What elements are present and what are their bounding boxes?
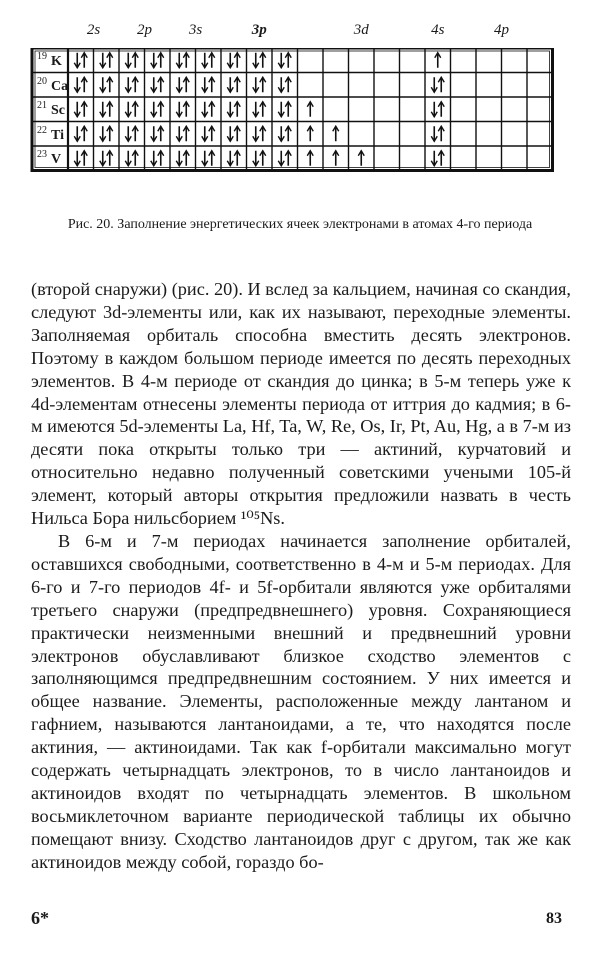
paragraph-2: В 6-м и 7-м периодах начинается заполнение орбиталей, оставшихся свободными, соответственно в 4-м и 5-м периодах. Для 6-го и 7-го периодов 4f- и 5f-орбитали являются уже орбиталями третьего снаружи (предпредвнешнего) уровня. Сохраняющиеся практически неизменными внешний и предвнешний уровни электронов обуславливают близкое сходство элементов с заполняющимся предпредвнешним состоянием. У них имеется и общее название. Элементы, расположенные между лантаном и гафнием, называются лантаноидами, а те, что находятся после актиния, — актиноидами. Так как f-орбитали максимально могут содержать четырнадцать электронов, то в число лантаноидов и актиноидов входят по четырнадцать элементов. В школьном восьмиклеточном варианте периодической таблицы их обычно помещают внизу. Сходство лантаноидов друг с другом, так же как актиноидов между собой, гораздо бо- <box>31 530 571 872</box>
element-symbol: Ca <box>51 78 69 94</box>
page-number: 83 <box>546 910 562 927</box>
shell-header: 3s <box>188 22 203 38</box>
element-symbol: V <box>51 152 62 167</box>
element-symbol: Sc <box>51 103 65 118</box>
orbital-grid <box>30 48 570 218</box>
element-number: 20 <box>37 75 47 87</box>
shell-header: 4s <box>431 22 445 38</box>
figure-caption: Рис. 20. Заполнение энергетических ячеек электронами в атомах 4-го периода <box>67 217 533 232</box>
printer-signature: 6* <box>31 908 49 928</box>
shell-header: 4p <box>494 22 509 38</box>
grid-frame-inner <box>35 51 550 168</box>
element-number: 22 <box>37 124 47 136</box>
body-text <box>31 278 571 874</box>
shell-header: 2p <box>137 22 152 38</box>
shell-header: 3d <box>353 22 369 38</box>
shell-header: 3p <box>251 22 267 38</box>
orbital-grid-svg <box>30 48 570 218</box>
element-symbol: Ti <box>51 127 64 143</box>
element-number: 21 <box>37 100 47 111</box>
paragraph-1: (второй снаружи) (рис. 20). И вслед за кальцием, начиная со скандия, следуют 3d-элементы или, как их называют, переходные элементы. Заполняемая орбиталь способна вместить десять электронов. Поэтому в каждом большом периоде имеется по десять переходных элементов. В 4-м периоде от скандия до цинка; в 5-м теперь уже к 4d-элементам отнесены элементы периода от иттрия до кадмия; в 6-м имеются 5d-элементы La, Hf, Ta, W, Re, Os, Ir, Pt, Au, Hg, а в 7-м из десяти пока открыты только три — актиний, курчатовий и относительно недавно полученный советскими учеными 105-й элемент, который авторы открытия предложили назвать в честь Нильса Бора нильсборием ¹⁰⁵Ns. <box>31 279 571 529</box>
orbital-diagram-figure <box>30 22 570 192</box>
element-symbol: K <box>51 54 62 69</box>
element-number: 23 <box>37 149 47 160</box>
element-number: 19 <box>37 51 47 62</box>
shell-header: 2s <box>86 22 101 38</box>
